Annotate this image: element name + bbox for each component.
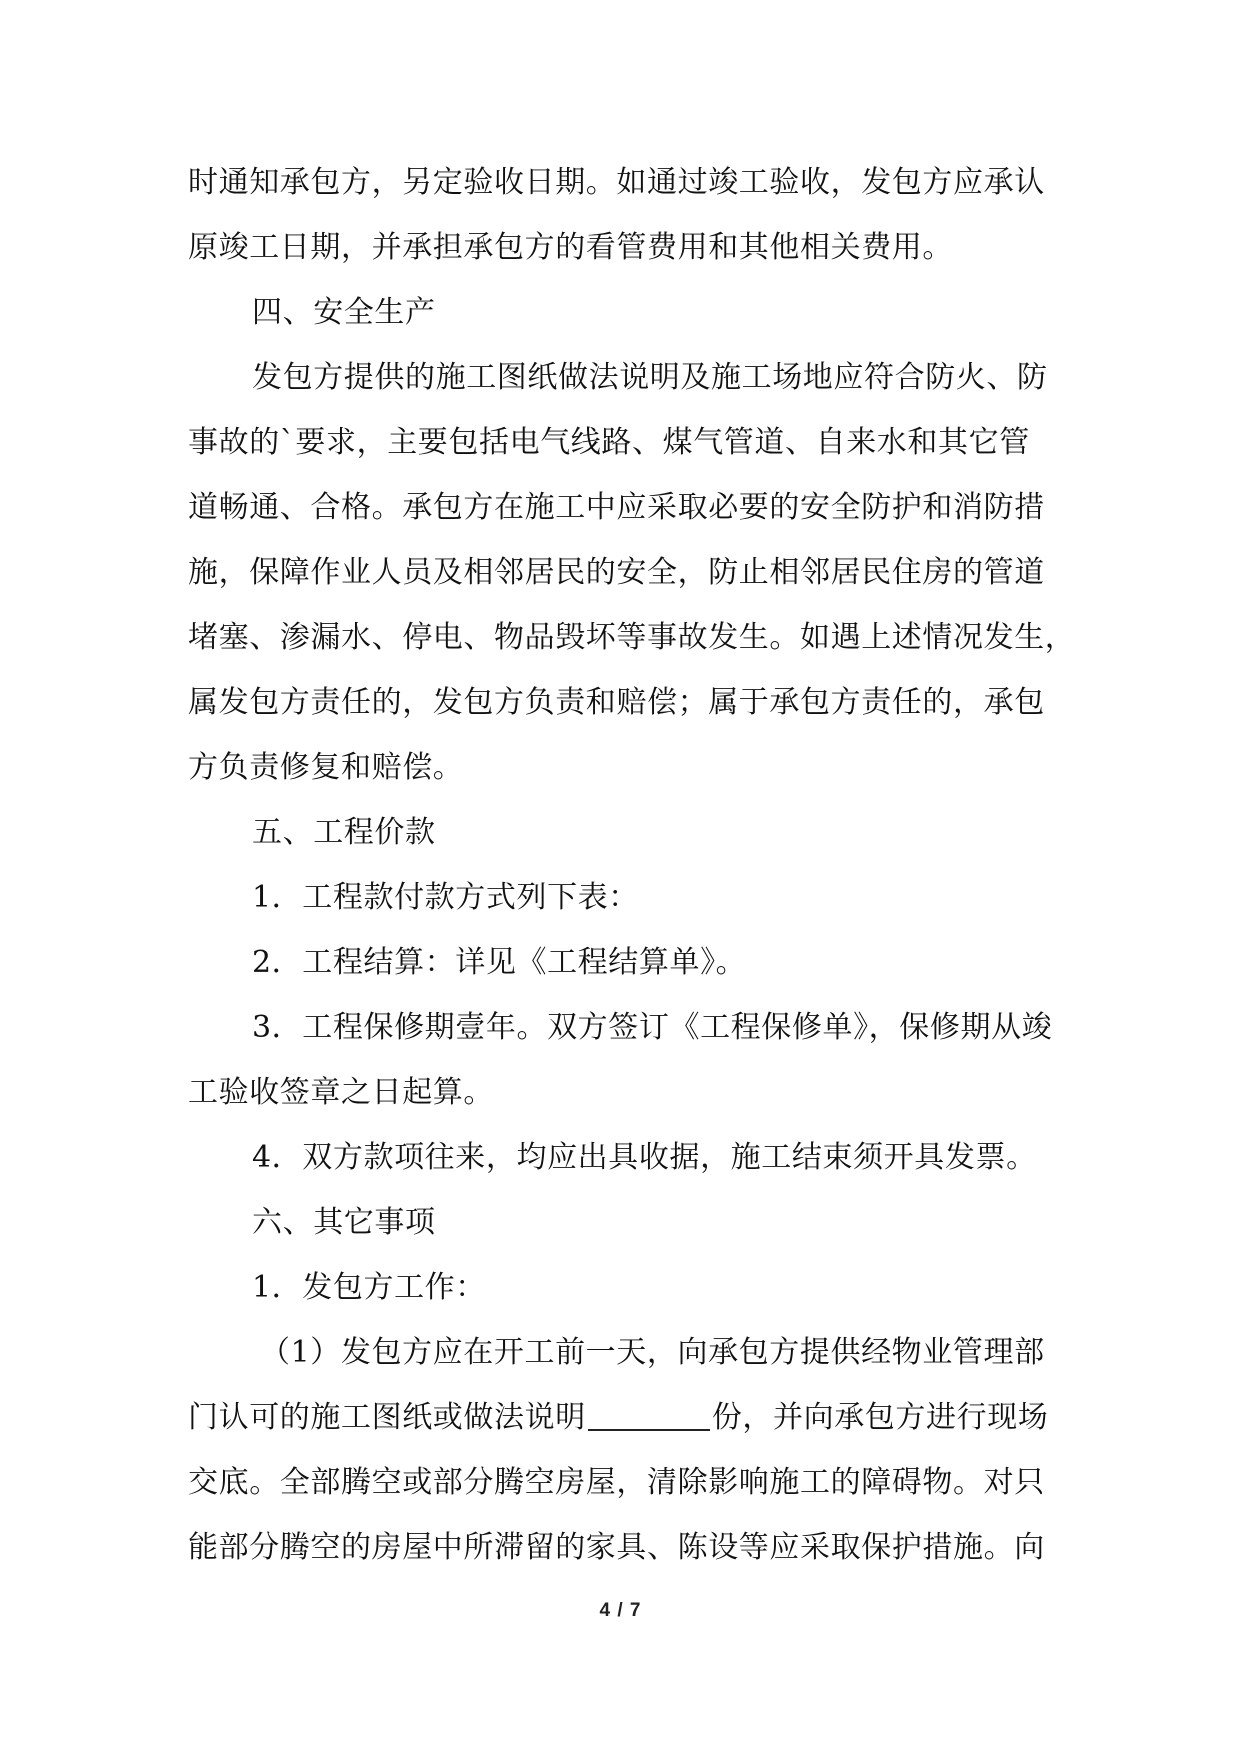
text-line: 原竣工日期，并承担承包方的看管费用和其他相关费用。 <box>188 230 953 265</box>
list-item: （1）发包方应在开工前一天，向承包方提供经物业管理部 <box>260 1335 1045 1370</box>
text-line: 交底。全部腾空或部分腾空房屋，清除影响施工的障碍物。对只 <box>188 1465 1045 1500</box>
list-item: 1．工程款付款方式列下表： <box>252 880 639 915</box>
list-item: 1．发包方工作： <box>252 1270 486 1305</box>
section-heading-payment: 五、工程价款 <box>252 815 436 850</box>
section-heading-safety: 四、安全生产 <box>252 295 436 330</box>
text-line: 能部分腾空的房屋中所滞留的家具、陈设等应采取保护措施。向 <box>188 1530 1045 1565</box>
document-body <box>188 150 1076 1580</box>
list-item: 2．工程结算：详见《工程结算单》。 <box>252 945 747 980</box>
text-line: 方负责修复和赔偿。 <box>188 750 464 785</box>
fill-in-blank <box>588 1399 710 1431</box>
text-line: 时通知承包方，另定验收日期。如通过竣工验收，发包方应承认 <box>188 165 1045 200</box>
page-number: 4 / 7 <box>599 1600 642 1621</box>
text-line: 事故的`要求，主要包括电气线路、煤气管道、自来水和其它管 <box>188 425 1030 460</box>
text-after-blank: 份，并向承包方进行现场 <box>711 1400 1049 1435</box>
text-before-blank: 门认可的施工图纸或做法说明 <box>188 1400 586 1435</box>
text-line: 工验收签章之日起算。 <box>188 1075 494 1110</box>
list-item: 3．工程保修期壹年。双方签订《工程保修单》，保修期从竣 <box>252 1010 1053 1045</box>
text-line: 施，保障作业人员及相邻居民的安全，防止相邻居民住房的管道 <box>188 555 1045 590</box>
text-line: 属发包方责任的，发包方负责和赔偿；属于承包方责任的，承包 <box>188 685 1045 720</box>
text-line: 发包方提供的施工图纸做法说明及施工场地应符合防火、防 <box>252 360 1048 395</box>
section-heading-other: 六、其它事项 <box>252 1205 436 1240</box>
list-item: 4．双方款项往来，均应出具收据，施工结束须开具发票。 <box>252 1140 1037 1175</box>
text-line: 堵塞、渗漏水、停电、物品毁坏等事故发生。如遇上述情况发生， <box>188 620 1076 655</box>
text-line-with-blank <box>188 1385 1058 1450</box>
text-line: 道畅通、合格。承包方在施工中应采取必要的安全防护和消防措 <box>188 490 1045 525</box>
